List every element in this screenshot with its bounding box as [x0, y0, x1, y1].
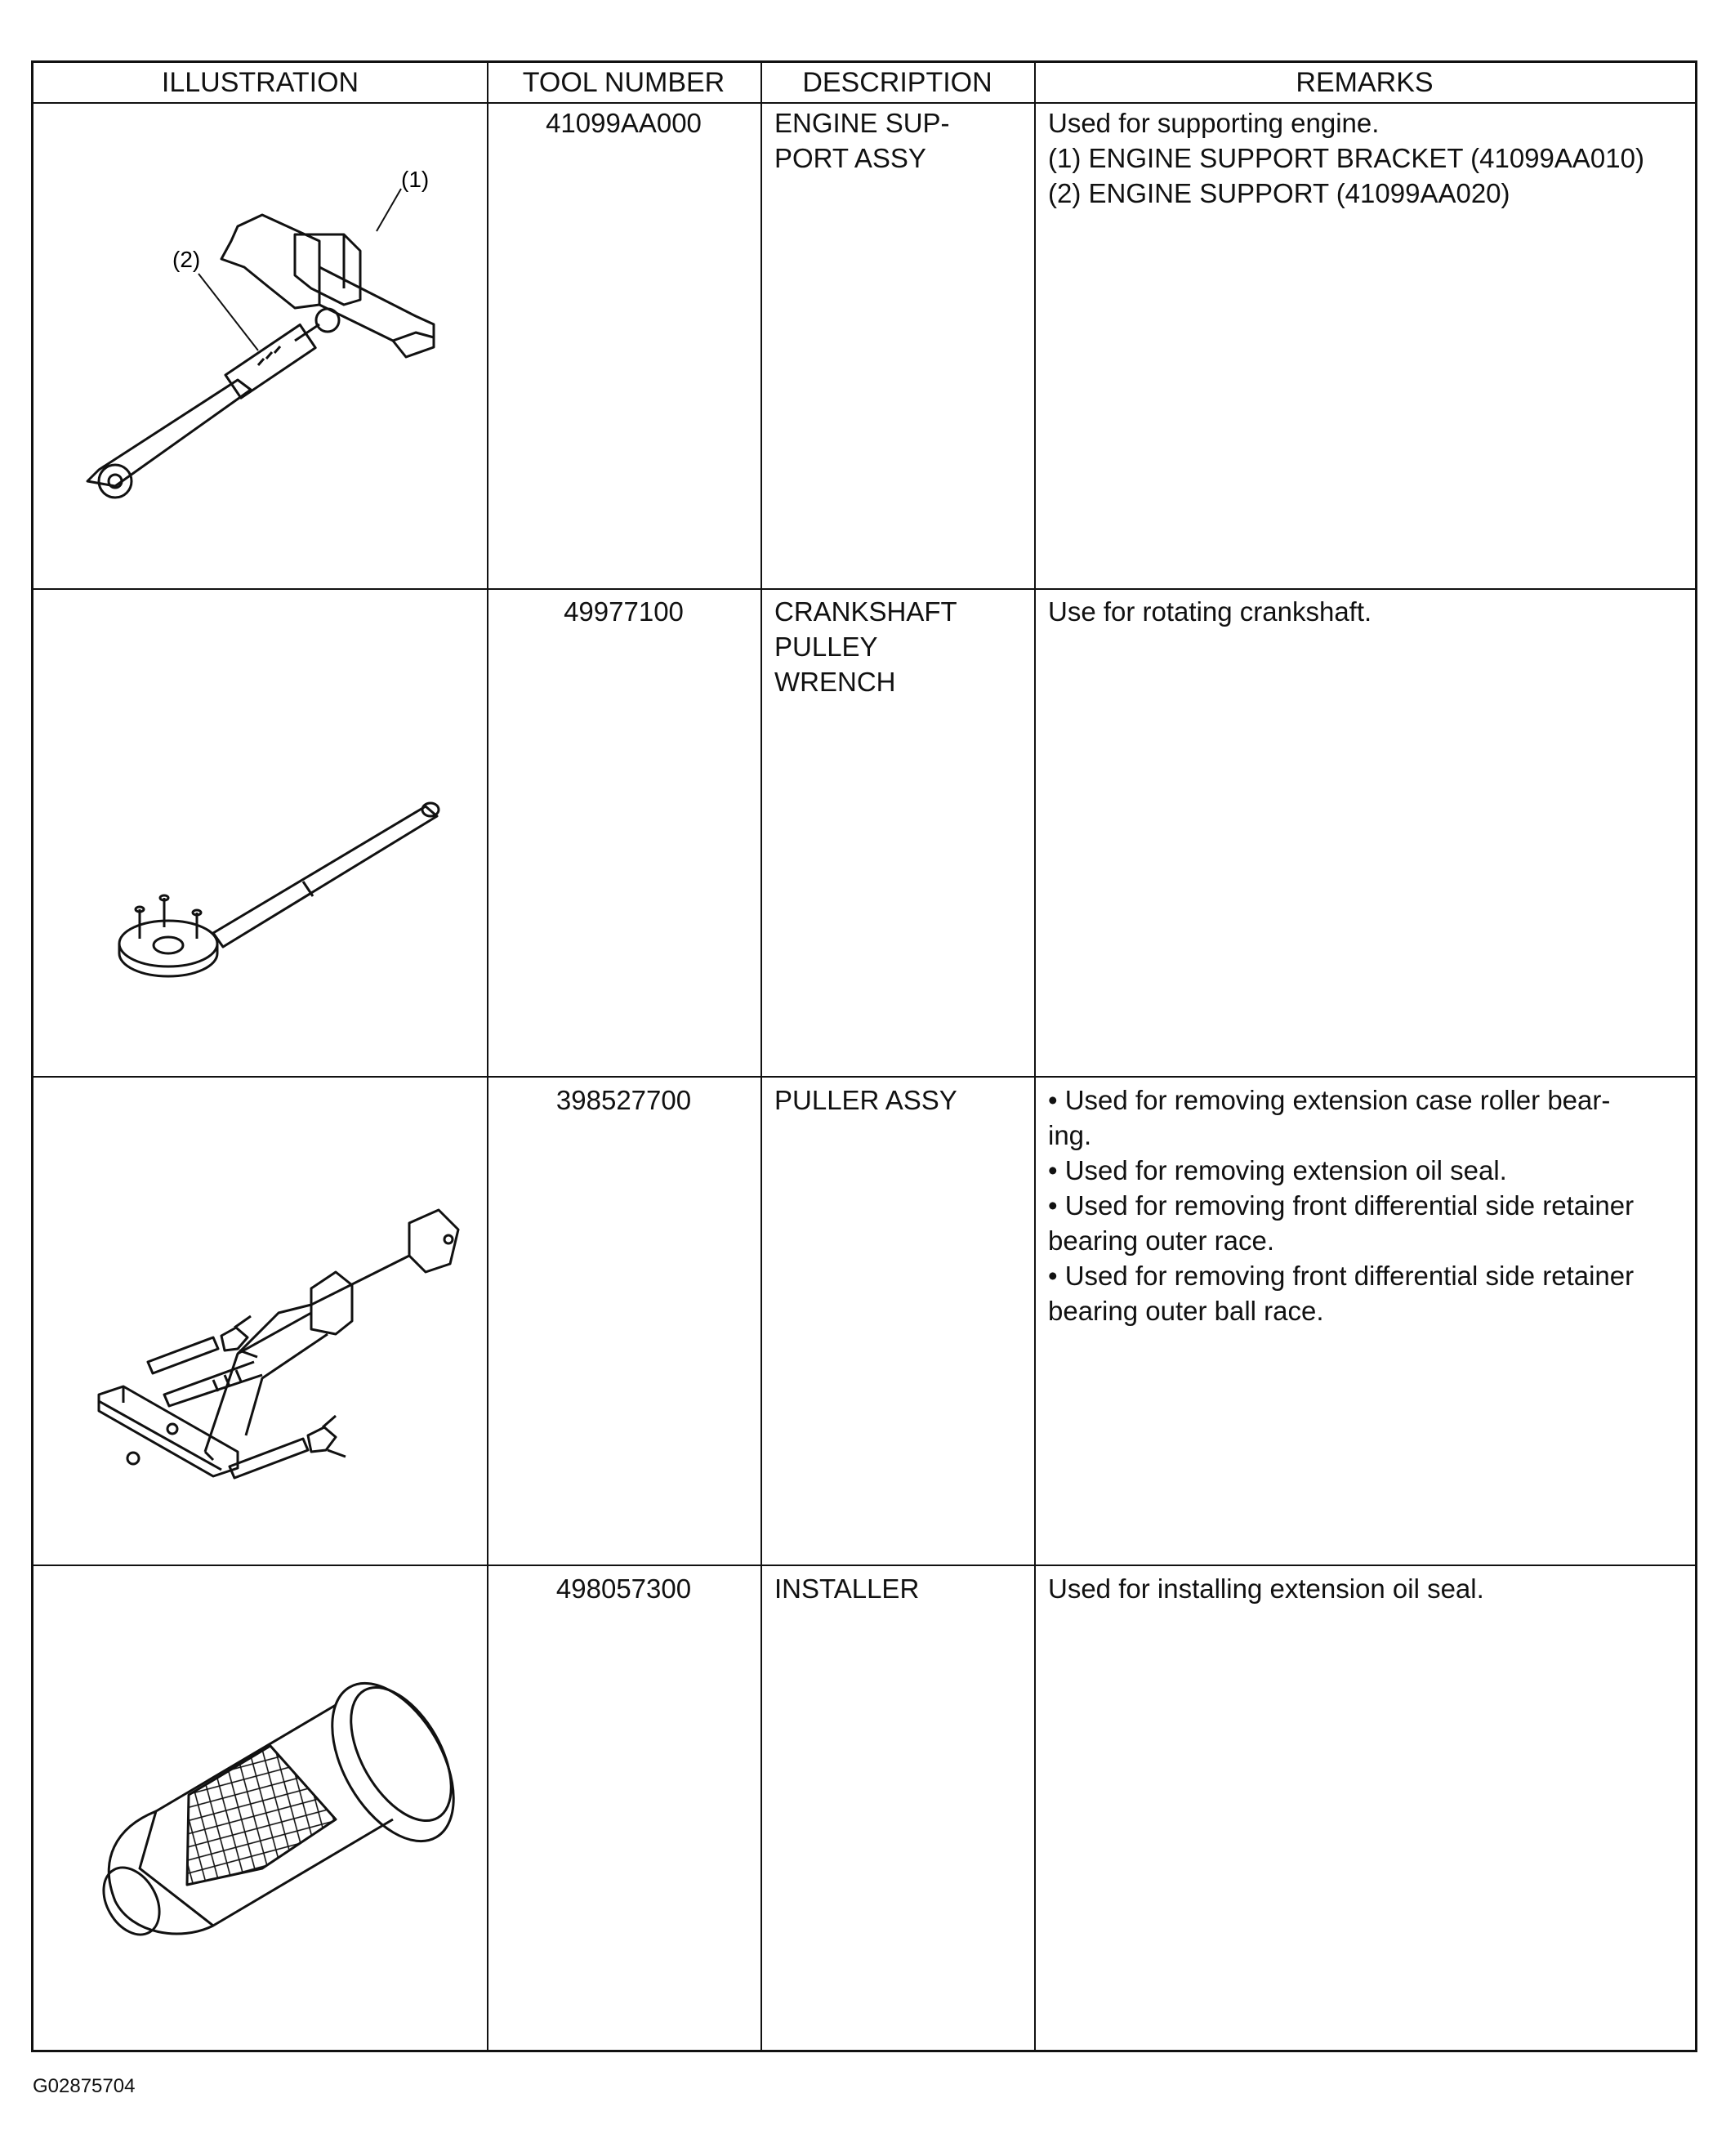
description: [774, 594, 1028, 699]
remark-line: bearing outer ball race.: [1048, 1296, 1324, 1326]
column-divider: [1034, 63, 1036, 2050]
remark-line: • Used for removing front differential side retainer: [1048, 1190, 1635, 1221]
header-description: DESCRIPTION: [760, 63, 1034, 104]
remark-line: bearing outer race.: [1048, 1225, 1275, 1256]
remark-line: (2) ENGINE SUPPORT (41099AA020): [1048, 178, 1510, 208]
row-divider: [33, 588, 1695, 590]
description-line: PULLER ASSY: [774, 1085, 957, 1115]
remark-line: Used for installing extension oil seal.: [1048, 1573, 1484, 1604]
description-line: PORT ASSY: [774, 143, 926, 173]
description-line: WRENCH: [774, 667, 896, 697]
description-line: PULLEY: [774, 632, 878, 662]
remarks: [1048, 594, 1693, 629]
description: [774, 1571, 1028, 1606]
remark-line: ing.: [1048, 1120, 1092, 1150]
tool-number: 398527700: [555, 1085, 692, 1115]
description-line: INSTALLER: [774, 1573, 920, 1604]
remarks: [1048, 1082, 1693, 1328]
installer-icon: [66, 1656, 475, 1983]
header-remarks: REMARKS: [1034, 63, 1695, 104]
callout-1: (1): [401, 167, 430, 192]
tool-number: 498057300: [555, 1573, 692, 1604]
description: [774, 105, 1028, 176]
remark-line: Used for supporting engine.: [1048, 108, 1380, 138]
figure-code: G02875704: [33, 2075, 136, 2097]
puller-assy-icon: [66, 1190, 475, 1501]
row-divider: [33, 1565, 1695, 1566]
pulley-wrench-icon: [83, 757, 458, 1002]
callout-2: (2): [172, 247, 201, 272]
special-tools-table: [31, 60, 1697, 2052]
description: [774, 1082, 1028, 1118]
header-tool-number: TOOL NUMBER: [487, 63, 760, 104]
remarks: [1048, 105, 1693, 211]
remark-line: Use for rotating crankshaft.: [1048, 596, 1372, 627]
description-line: ENGINE SUP-: [774, 108, 950, 138]
remark-line: (1) ENGINE SUPPORT BRACKET (41099AA010): [1048, 143, 1644, 173]
tool-number: 49977100: [564, 596, 684, 627]
remark-line: • Used for removing front differential side retainer: [1048, 1261, 1635, 1291]
column-divider: [760, 63, 762, 2050]
remark-line: • Used for removing extension oil seal.: [1048, 1155, 1507, 1185]
header-illustration: ILLUSTRATION: [33, 63, 487, 104]
tool-number: 41099AA000: [546, 108, 702, 138]
engine-support-icon: [50, 145, 475, 553]
description-line: CRANKSHAFT: [774, 596, 957, 627]
remark-line: • Used for removing extension case roller bear-: [1048, 1085, 1611, 1115]
row-divider: [33, 1076, 1695, 1078]
remarks: [1048, 1571, 1693, 1606]
column-divider: [487, 63, 488, 2050]
